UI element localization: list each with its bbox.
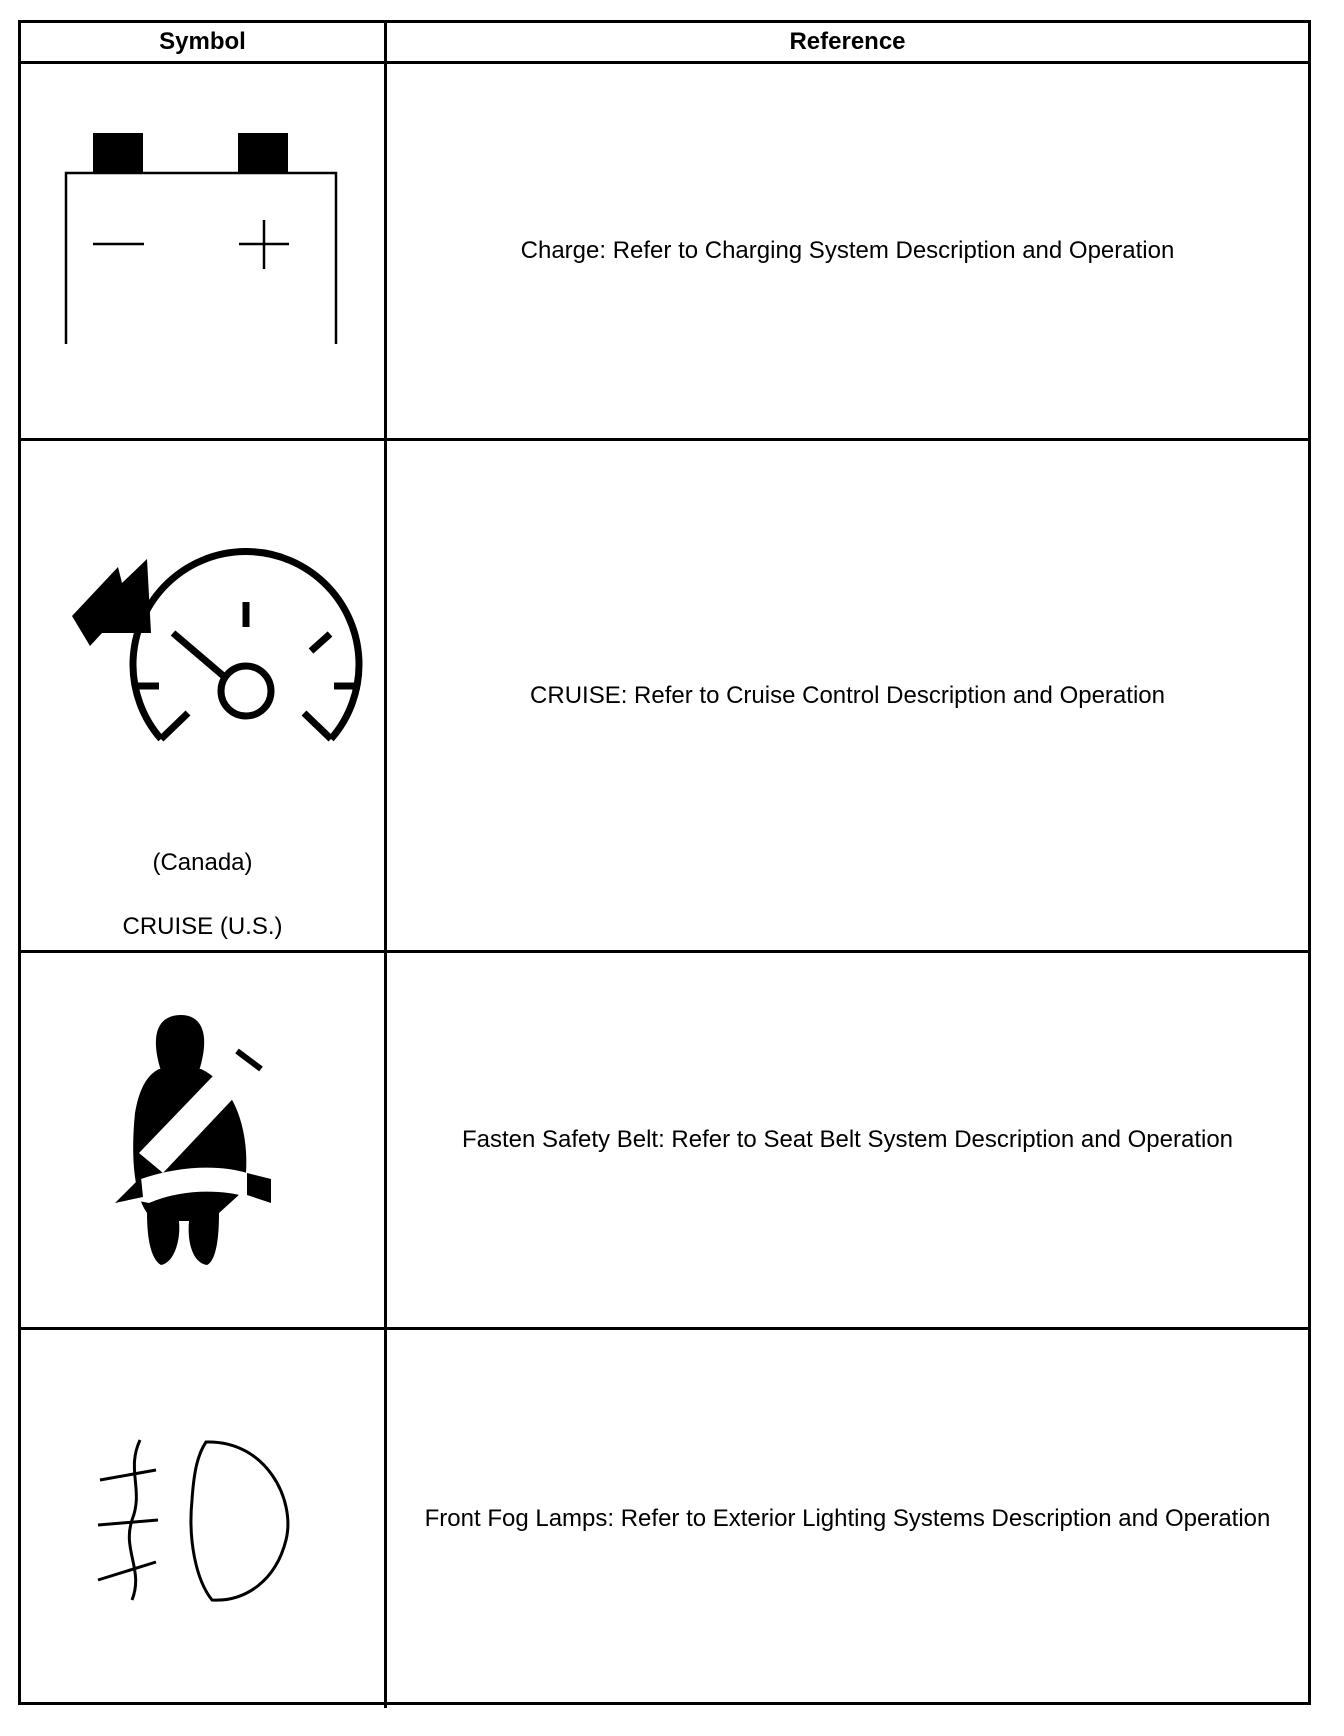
table-header-row [21,23,1308,64]
reference-text: Fasten Safety Belt: Refer to Seat Belt System Description and Operation [461,1126,1234,1153]
symbol-cell [21,953,387,1327]
symbol-cell [21,441,387,950]
header-symbol: Symbol [21,23,387,61]
table-row [21,64,1308,441]
symbol-cell [21,1330,387,1708]
table-row [21,1330,1308,1708]
cruise-control-icon [46,501,366,761]
seat-belt-icon [101,1003,281,1283]
header-reference: Reference [789,28,906,55]
reference-text: Front Fog Lamps: Refer to Exterior Lighting Systems Description and Operation [424,1505,1271,1532]
symbol-caption-us: CRUISE (U.S.) [122,913,283,940]
symbol-cell [21,64,387,438]
table-row [21,441,1308,953]
reference-table [18,20,1311,1705]
table-row [21,953,1308,1330]
reference-text: CRUISE: Refer to Cruise Control Description and Operation [530,681,1165,709]
battery-icon [61,124,341,344]
reference-text: Charge: Refer to Charging System Description and Operation [520,237,1175,264]
symbol-caption-canada: (Canada) [152,849,253,876]
front-fog-lamp-icon [96,1430,316,1620]
